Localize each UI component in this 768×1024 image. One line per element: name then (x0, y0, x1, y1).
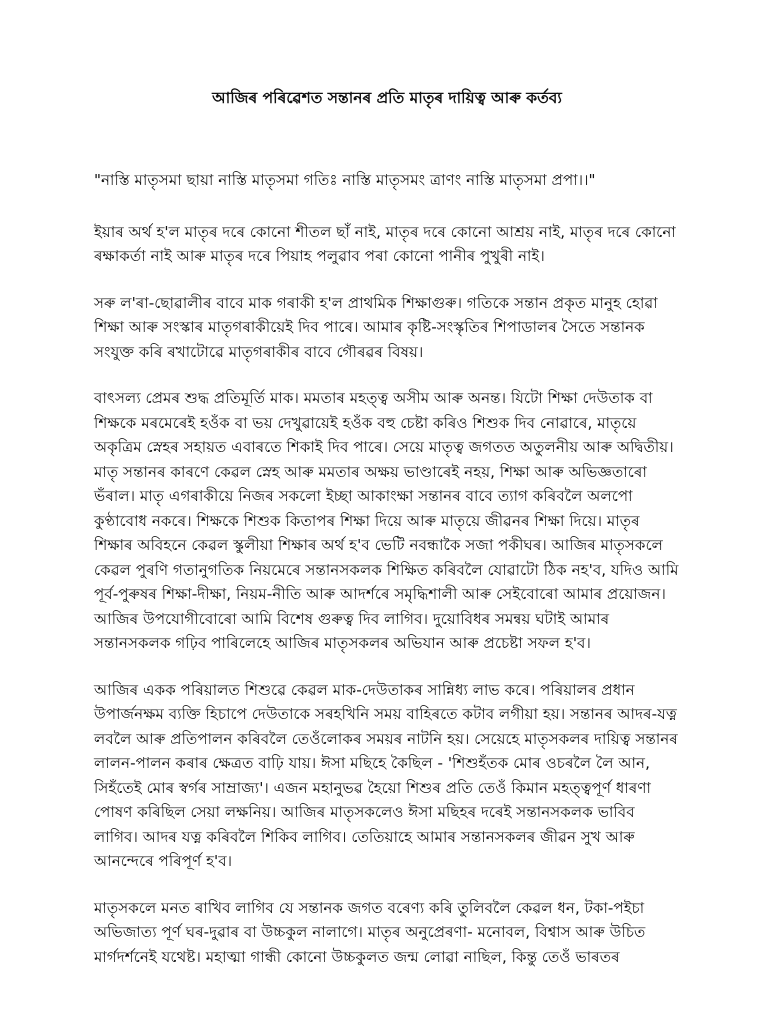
nuclear-family-paragraph: আজিৰ একক পৰিয়ালত শিশুৱে কেৱল মাক-দেউতাকৰ সান্নিধ্য লাভ কৰে। পৰিয়ালৰ প্ৰধান উপাৰ্জনক্ষম ব্যক্তি হিচাপে দেউতাকে সৰহখিনি সময় বাহিৰতে কটাব লগীয়া হয়। সন্তানৰ আদৰ-যত্ন লবলৈ আৰু প্ৰতিপালন কৰিবলৈ তেওঁলোকৰ সময়ৰ নাটনি হয়। সেয়েহে মাতৃসকলৰ দায়িত্ব সন্তানৰ লালন-পালন কৰাৰ ক্ষেত্ৰত বাঢ়ি যায়। ঈসা মছিহে কৈছিল - 'শিশুহঁতক মোৰ ওচৰলৈ লৈ আন, সিহঁতেই মোৰ স্বৰ্গৰ সাম্ৰাজ্য'। এজন মহানুভৱ হৈয়ো শিশুৰ প্ৰতি তেওঁ কিমান মহত্ত্বপূৰ্ণ ধাৰণা পোষণ কৰিছিল সেয়া লক্ষনিয়। আজিৰ মাতৃসকলেও ঈসা মছিহৰ দৰেই সন্তানসকলক ভাবিব লাগিব। আদৰ যত্ন কৰিবলৈ শিকিব লাগিব। তেতিয়াহে আমাৰ সন্তানসকলৰ জীৱন সুখ আৰু আনন্দেৰে পৰিপূৰ্ণ হ'ব। (94, 680, 678, 870)
document-title: আজিৰ পৰিৱেশত সন্তানৰ প্ৰতি মাতৃৰ দায়িত্ব আৰু কৰ্তব্য (212, 89, 562, 107)
maternal-love-paragraph: বাৎসল্য প্ৰেমৰ শুদ্ধ প্ৰতিমূৰ্তি মাক। মমতাৰ মহত্ত্ব অসীম আৰু অনন্ত। যিটো শিক্ষা দেউতাক বা শিক্ষকে মৰমেৰেই হওঁক বা ভয় দেখুৱায়েই হওঁক বহু চেষ্টা কৰিও শিশুক দিব নোৱাৰে, মাতৃয়ে অকৃত্ৰিম স্নেহৰ সহায়ত এবাৰতে শিকাই দিব পাৰে। সেয়ে মাতৃত্ব জগতত অতুলনীয় আৰু অদ্বিতীয়। মাতৃ সন্তানৰ কাৰণে কেৱল স্নেহ আৰু মমতাৰ অক্ষয় ভাণ্ডাৰেই নহয়, শিক্ষা আৰু অভিজ্ঞতাৰো ভঁৰাল। মাতৃ এগৰাকীয়ে নিজৰ সকলো ইচ্ছা আকাংক্ষা সন্তানৰ বাবে ত্যাগ কৰিবলৈ অলপো কুণ্ঠাবোধ নকৰে। শিক্ষকে শিশুক কিতাপৰ শিক্ষা দিয়ে আৰু মাতৃয়ে জীৱনৰ শিক্ষা দিয়ে। মাতৃৰ শিক্ষাৰ অবিহনে কেৱল স্কুলীয়া শিক্ষাৰ অৰ্থ হ'ব ভেটি নবন্ধাকৈ সজা পকীঘৰ। আজিৰ মাতৃসকলে কেৱল পুৰণি গতানুগতিক নিয়মেৰে সন্তানসকলক শিক্ষিত কৰিবলৈ যোৱাটো ঠিক নহ'ব, যদিও আমি পূৰ্ব-পুৰুষৰ শিক্ষা-দীক্ষা, নিয়ম-নীতি আৰু আদৰ্শৰে সমৃদ্ধিশালী আৰু সেইবোৰো আমাৰ প্ৰয়োজন। আজিৰ উপযোগীবোৰো আমি বিশেষ গুৰুত্ব দিব লাগিব। দুয়োবিধৰ সমন্বয় ঘটাই আমাৰ সন্তানসকলক গঢ়িব পাৰিলেহে আজিৰ মাতৃসকলৰ অভিযান আৰু প্ৰচেষ্টা সফল হ'ব। (94, 389, 679, 652)
first-teacher-paragraph: সৰু ল'ৰা-ছোৱালীৰ বাবে মাক গৰাকী হ'ল প্ৰাথমিক শিক্ষাগুৰু। গতিকে সন্তান প্ৰকৃত মানুহ হোৱা শিক্ষা আৰু সংস্কাৰ মাতৃগৰাকীয়েই দিব পাৰে। আমাৰ কৃষ্টি-সংস্কৃতিৰ শিপাডালৰ সৈতে সন্তানক সংযুক্ত কৰি ৰখাটোৱে মাতৃগৰাকীৰ বাবে গৌৰৱৰ বিষয়। (94, 293, 658, 361)
sanskrit-verse: "নাস্তি মাতৃসমা ছায়া নাস্তি মাতৃসমা গতিঃ নাস্তি মাতৃসমং ত্ৰাণং নাস্তি মাতৃসমা প্ৰপা।।" (94, 171, 596, 189)
motivation-paragraph: মাতৃসকলে মনত ৰাখিব লাগিব যে সন্তানক জগত বৰেণ্য কৰি তুলিবলৈ কেৱল ধন, টকা-পইচা অভিজাত্য পূৰ্ণ ঘৰ-দুৱাৰ বা উচ্চকুল নালাগে। মাতৃৰ অনুপ্ৰেৰণা- মনোবল, বিশ্বাস আৰু উচিত মাৰ্গদৰ্শনেই যথেষ্ট। মহাত্মা গান্ধী কোনো উচ্চকুলত জন্ম লোৱা নাছিল, কিন্তু তেওঁ ভাৰতৰ (94, 898, 646, 966)
verse-meaning-paragraph: ইয়াৰ অৰ্থ হ'ল মাতৃৰ দৰে কোনো শীতল ছাঁ নাই, মাতৃৰ দৰে কোনো আশ্ৰয় নাই, মাতৃৰ দৰে কোনো ৰক্ষাকৰ্তা নাই আৰু মাতৃৰ দৰে পিয়াহ পলুৱাব পৰা কোনো পানীৰ পুখুৰী নাই। (94, 222, 676, 265)
